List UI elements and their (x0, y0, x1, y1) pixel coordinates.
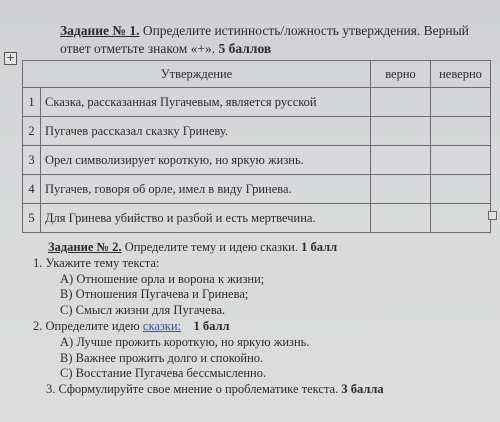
q2-option-a: А) Лучше прожить короткую, но яркую жизнь. (60, 335, 310, 349)
question-3-points: 3 балла (341, 382, 384, 396)
statement-text: Орел символизирует короткую, но яркую жизнь. (41, 146, 371, 175)
answer-cell-false[interactable] (431, 204, 491, 233)
table-move-handle-icon[interactable]: + (5, 51, 16, 64)
statement-text: Пугачев рассказал сказку Гриневу. (41, 117, 371, 146)
answer-cell-false[interactable] (431, 117, 491, 146)
statement-text: Пугачев, говоря об орле, имел в виду Гринева. (41, 175, 371, 204)
question-2 (33, 319, 230, 335)
column-header-statement: Утверждение (23, 61, 371, 88)
row-number: 5 (23, 204, 41, 233)
question-1: 1. Укажите тему текста: (33, 256, 160, 270)
row-number: 4 (23, 175, 41, 204)
task1-label: Задание № 1. (60, 23, 140, 38)
question-3 (46, 382, 384, 398)
answer-cell-true[interactable] (371, 117, 431, 146)
task2-instruction: Определите тему и идею сказки. (121, 240, 302, 254)
answer-cell-true[interactable] (371, 146, 431, 175)
answer-cell-true[interactable] (371, 88, 431, 117)
answer-cell-true[interactable] (371, 204, 431, 233)
q2-option-c: С) Восстание Пугачева бессмысленно. (60, 366, 267, 380)
table-row (23, 204, 491, 233)
question-2-link[interactable]: сказки: (142, 319, 182, 333)
task1-heading (60, 22, 498, 58)
row-number: 1 (23, 88, 41, 117)
table-row (23, 117, 491, 146)
task2-heading (48, 240, 337, 256)
answer-cell-false[interactable] (431, 146, 491, 175)
q1-option-a: А) Отношение орла и ворона к жизни; (60, 272, 265, 286)
q1-option-c: С) Смысл жизни для Пугачева. (60, 303, 226, 317)
statements-table (22, 60, 491, 233)
statement-text: Сказка, рассказанная Пугачевым, является русской (41, 88, 371, 117)
table-resize-handle[interactable] (488, 211, 497, 220)
question-2-text: 2. Определите идею (33, 319, 143, 333)
task2-points: 1 балл (301, 240, 338, 254)
statement-text: Для Гринева убийство и разбой и есть мертвечина. (41, 204, 371, 233)
table-header-row (23, 61, 491, 88)
q1-option-b: В) Отношения Пугачева и Гринева; (60, 287, 249, 301)
answer-cell-false[interactable] (431, 175, 491, 204)
question-3-text: 3. Сформулируйте свое мнение о проблематике текста. (46, 382, 342, 396)
column-header-false: неверно (431, 61, 491, 88)
task1-points: 5 баллов (218, 41, 272, 56)
task1-instruction-line2: ответ отметьте знаком «+». (60, 41, 219, 56)
task2-label: Задание № 2. (48, 240, 122, 254)
table-row (23, 175, 491, 204)
table-row (23, 88, 491, 117)
row-number: 3 (23, 146, 41, 175)
row-number: 2 (23, 117, 41, 146)
answer-cell-true[interactable] (371, 175, 431, 204)
column-header-true: верно (371, 61, 431, 88)
table-row (23, 146, 491, 175)
q2-option-b: В) Важнее прожить долго и спокойно. (60, 351, 264, 365)
question-2-points: 1 балл (193, 319, 230, 333)
answer-cell-false[interactable] (431, 88, 491, 117)
task1-instruction: Определите истинность/ложность утверждения. Верный (139, 23, 469, 38)
